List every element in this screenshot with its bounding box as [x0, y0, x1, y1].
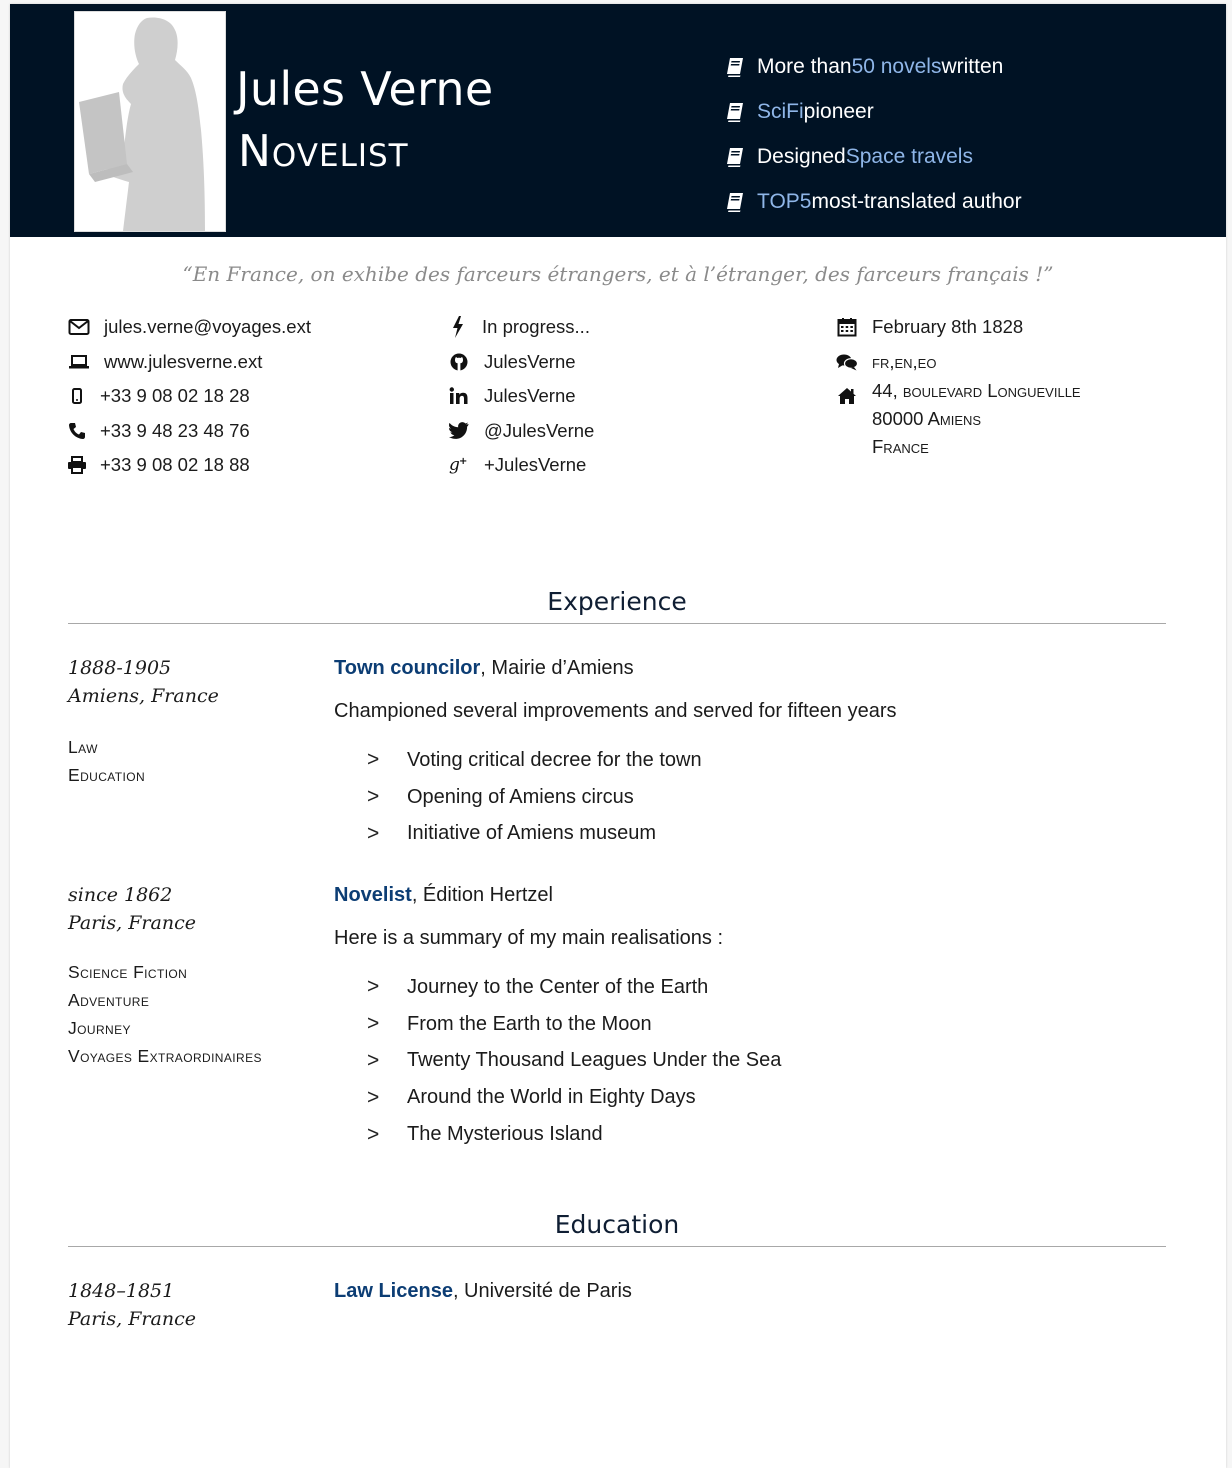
contact-linkedin[interactable]: JulesVerne: [448, 379, 594, 414]
printer-icon: [68, 454, 86, 476]
entry-headline: [334, 881, 1164, 909]
book-icon: [724, 191, 746, 213]
contact-github[interactable]: JulesVerne: [448, 345, 594, 380]
contact-twitter[interactable]: @JulesVerne: [448, 414, 594, 449]
header-banner: [10, 4, 1226, 237]
section-divider: [68, 1246, 1166, 1247]
entry-headline: [334, 1277, 1164, 1305]
list-item: > Voting critical decree for the town: [367, 748, 702, 772]
entry-role: Novelist: [334, 884, 412, 906]
entry-organization: , Université de Paris: [452, 1280, 632, 1302]
list-item: > Around the World in Eighty Days: [367, 1085, 696, 1109]
contact-status: In progress...: [448, 310, 594, 345]
contact-googleplus[interactable]: g + +JulesVerne: [449, 454, 587, 476]
contact-column-personal: [68, 310, 311, 483]
google-plus-icon: [448, 454, 470, 476]
twitter-icon: [448, 420, 470, 442]
list-item: > Opening of Amiens circus: [367, 785, 634, 809]
chevron-right-icon: >: [367, 748, 380, 772]
entry-tag: Law: [68, 737, 98, 757]
highlight-item: TOP5 most-translated author: [724, 179, 1022, 224]
entry-tags: [68, 733, 328, 789]
highlight-item: Designed Space travels: [724, 134, 1022, 179]
contact-column-info: [836, 310, 1081, 461]
entry-dates: 1888-1905: [68, 657, 172, 679]
entry-tags: [68, 958, 328, 1070]
contact-mobile: +33 9 08 02 18 28: [68, 379, 311, 414]
contact-phone: +33 9 48 23 48 76: [68, 414, 311, 449]
comments-icon: [836, 351, 858, 373]
entry-place: Amiens, France: [68, 685, 219, 707]
entry-item-list: [367, 969, 781, 1153]
entry-tag: Voyages Extraordinaires: [68, 1046, 262, 1066]
contact-column-social: [448, 310, 594, 483]
list-item: > The Mysterious Island: [367, 1122, 603, 1146]
list-item: > Journey to the Center of the Earth: [367, 975, 709, 999]
chevron-right-icon: >: [367, 1012, 380, 1036]
chevron-right-icon: >: [367, 785, 380, 809]
list-item: > Twenty Thousand Leagues Under the Sea: [367, 1048, 782, 1072]
entry-tag: Adventure: [68, 990, 150, 1010]
chevron-right-icon: >: [367, 1085, 380, 1109]
list-item: > From the Earth to the Moon: [367, 1012, 652, 1036]
home-icon: [836, 385, 858, 407]
linkedin-icon: [448, 385, 470, 407]
contact-languages: fr,en,eo: [836, 345, 1081, 380]
entry-role: Law License: [334, 1280, 453, 1302]
svg-text:+: +: [459, 456, 468, 468]
chevron-right-icon: >: [367, 821, 380, 845]
highlight-item: SciFi pioneer: [724, 89, 1022, 134]
calendar-icon: [836, 316, 858, 338]
address-line: 80000 Amiens: [872, 408, 982, 429]
chevron-right-icon: >: [367, 975, 380, 999]
quote: “En France, on exhibe des farceurs étrangers, et à l’étranger, des farceurs français !”: [182, 262, 1054, 286]
highlight-accent: 50 novels: [851, 54, 942, 78]
phone-icon: [68, 420, 86, 442]
chevron-right-icon: >: [367, 1122, 380, 1146]
contact-birthday: February 8th 1828: [836, 310, 1081, 345]
highlight-accent: SciFi: [757, 99, 804, 123]
envelope-icon: [68, 316, 90, 338]
entry-place: Paris, France: [68, 912, 196, 934]
contact-address: [836, 379, 1081, 461]
entry-organization: , Mairie d’Amiens: [480, 657, 634, 679]
highlight-item: More than 50 novels written: [724, 44, 1022, 89]
mobile-phone-icon: [68, 385, 86, 407]
entry-item-list: [367, 742, 702, 852]
person-name: Jules Verne: [236, 62, 494, 116]
person-title: Novelist: [238, 126, 409, 177]
github-icon: [448, 351, 470, 373]
entry-summary: Championed several improvements and served for fifteen years: [334, 700, 897, 722]
entry-place: Paris, France: [68, 1308, 196, 1330]
section-divider: [68, 623, 1166, 624]
section-title-education: Education: [554, 1210, 680, 1239]
contact-fax: +33 9 08 02 18 88: [68, 448, 311, 483]
entry-tag: Journey: [68, 1018, 131, 1038]
entry-headline: [334, 654, 1164, 682]
entry-role: Town councilor: [334, 657, 481, 679]
list-item: > Initiative of Amiens museum: [367, 821, 656, 845]
profile-photo: [74, 11, 226, 232]
book-icon: [724, 146, 746, 168]
contact-website[interactable]: www.julesverne.ext: [68, 345, 311, 380]
entry-tag: Science Fiction: [68, 962, 188, 982]
contact-email[interactable]: jules.verne@voyages.ext: [68, 310, 311, 345]
book-icon: [724, 101, 746, 123]
entry-summary: Here is a summary of my main realisations :: [334, 927, 724, 949]
section-title-experience: Experience: [547, 587, 687, 616]
entry-organization: , Édition Hertzel: [411, 884, 553, 906]
svg-text:g: g: [449, 455, 460, 476]
address-line: France: [872, 436, 929, 457]
highlights-list: [724, 44, 1022, 224]
bolt-icon: [448, 316, 468, 338]
entry-tag: Education: [68, 765, 146, 785]
cv-page: [10, 4, 1226, 1468]
book-icon: [724, 56, 746, 78]
entry-dates: 1848–1851: [68, 1280, 175, 1302]
entry-dates: since 1862: [68, 884, 173, 906]
highlight-accent: Space travels: [845, 144, 973, 168]
chevron-right-icon: >: [367, 1048, 380, 1072]
address-line: 44, boulevard Longueville: [872, 380, 1081, 401]
laptop-icon: [68, 351, 90, 373]
highlight-accent: TOP5: [757, 189, 812, 213]
